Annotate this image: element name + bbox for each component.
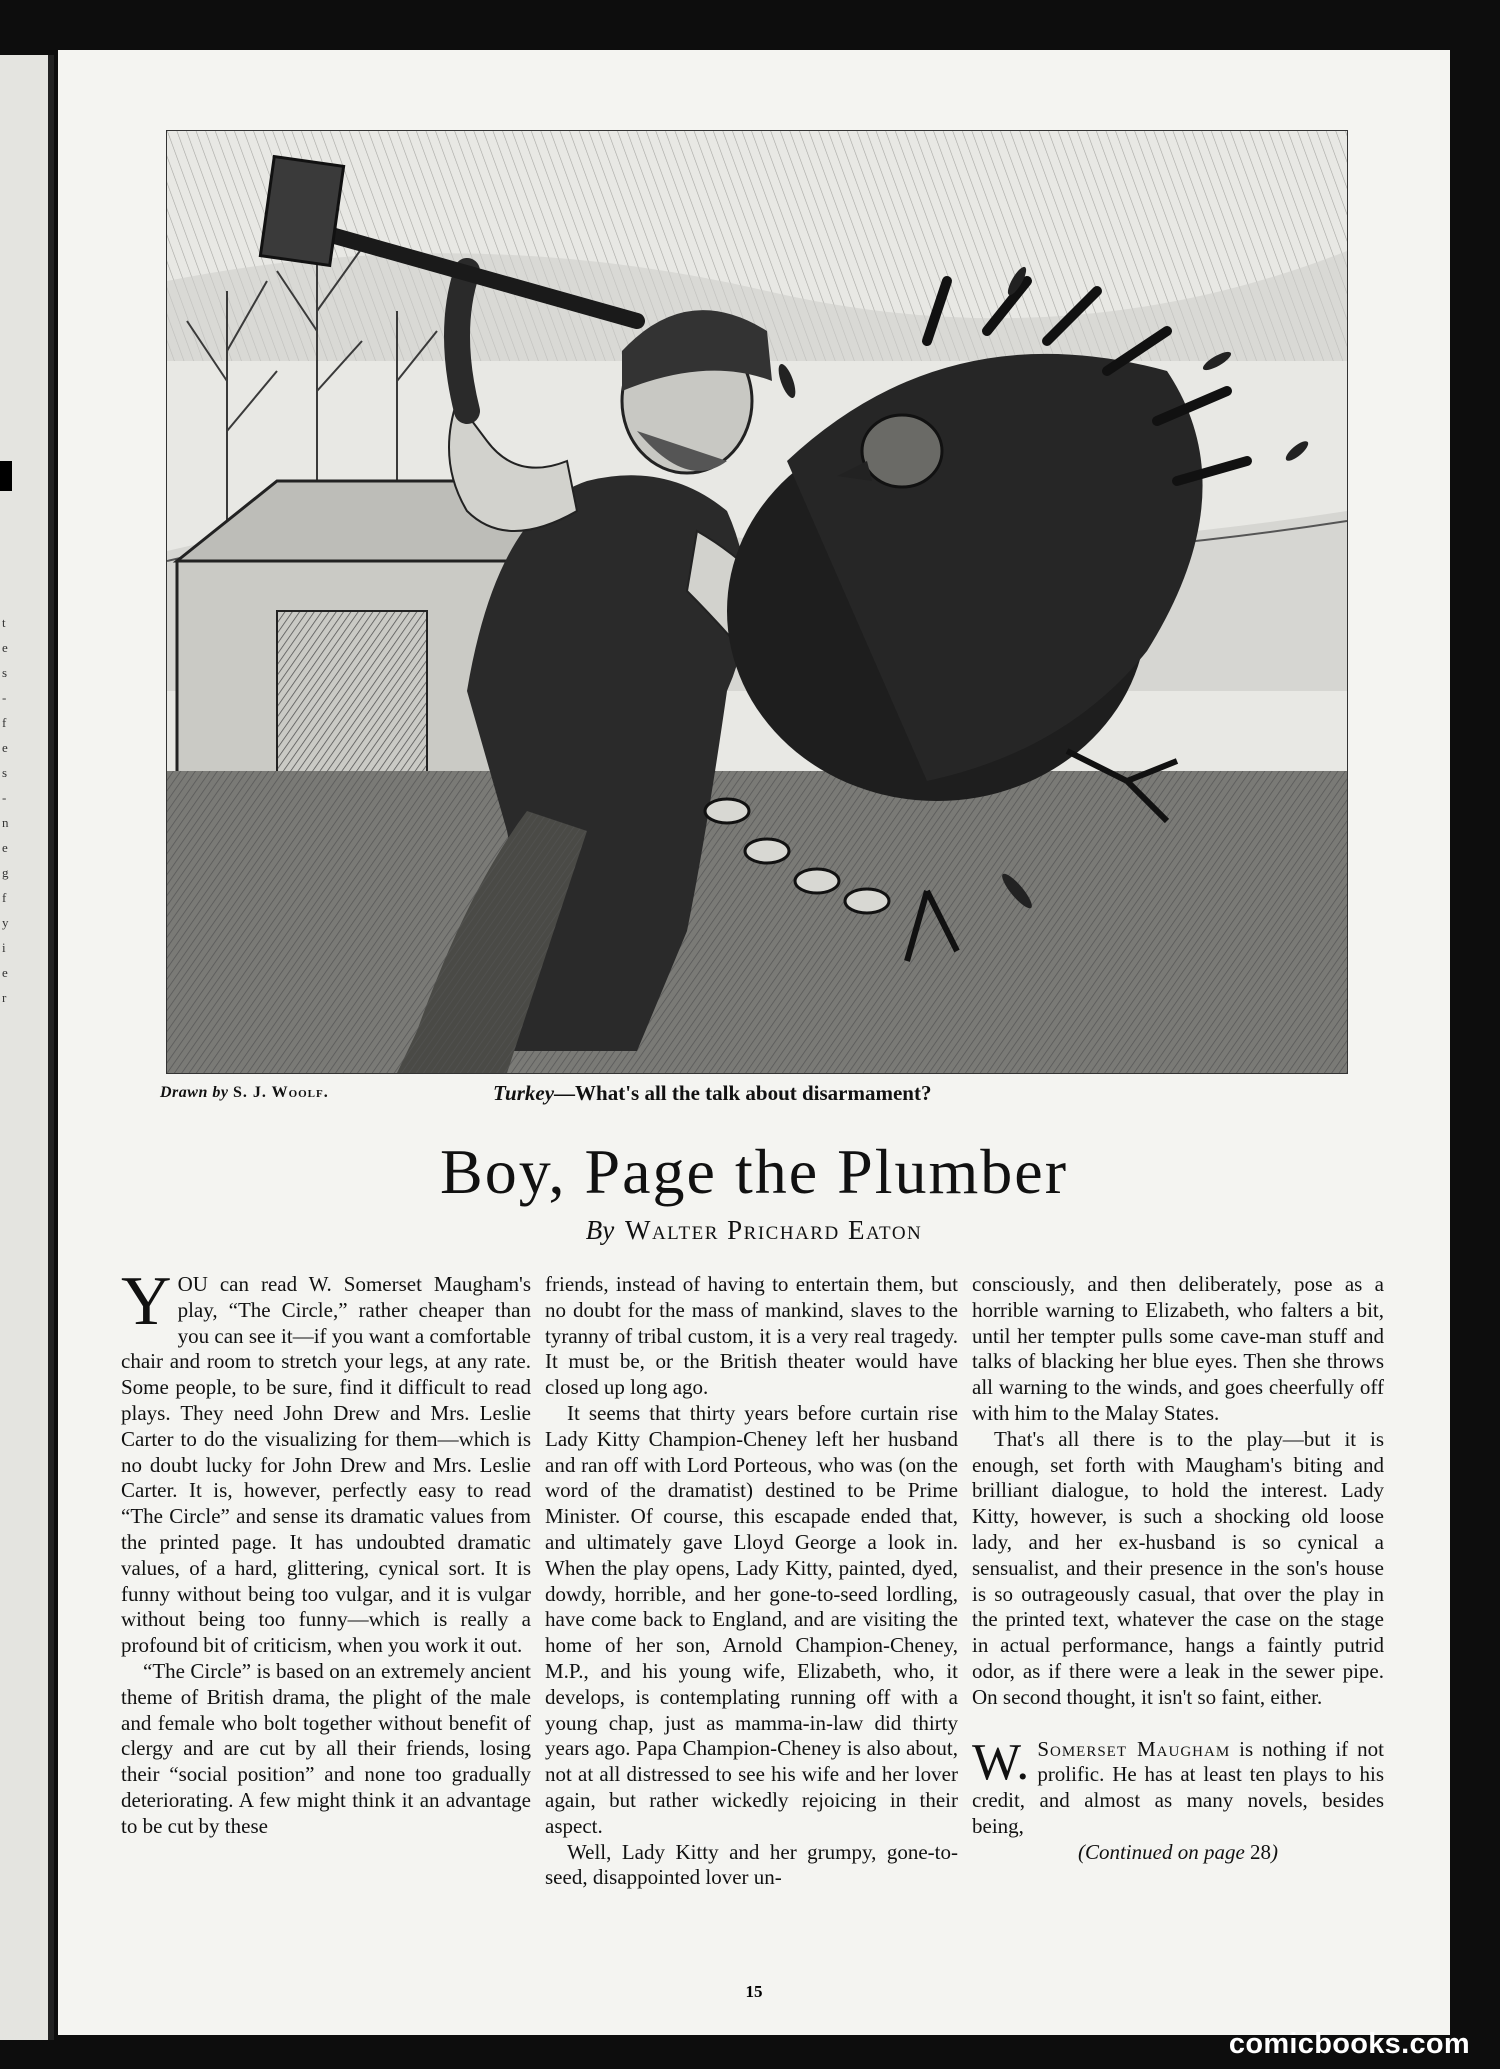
facing-page-fragment: n	[2, 815, 9, 830]
continued-open-paren: (	[1077, 1839, 1085, 1864]
credit-prefix: Drawn by	[160, 1084, 229, 1101]
registration-mark	[0, 461, 12, 491]
page-number: 15	[745, 1982, 763, 2001]
facing-page-fragment: e	[2, 740, 8, 755]
facing-page-fragment: y	[2, 915, 9, 930]
paragraph-text: is nothing if not prolific. He has at least ten plays to his credit, and almost as many novels, besides being,	[972, 1736, 1384, 1838]
continued-page-number: 28	[1250, 1839, 1272, 1864]
facing-page-fragment: r	[2, 990, 7, 1005]
byline-prefix: By	[585, 1215, 615, 1245]
paragraph: “The Circle” is based on an extremely ancient theme of British drama, the plight of the male and female who bolt together without benefit of clergy and are cut by all their friends, losing their “social position” and none too gradually deteriorating. A few might think it an advantage to be cut by these	[121, 1658, 531, 1838]
facing-page-fragment: e	[2, 640, 8, 655]
facing-page-fragment: e	[2, 965, 8, 980]
facing-page-fragment: e	[2, 840, 8, 855]
continued-close-paren: )	[1271, 1839, 1279, 1864]
facing-page-fragment: f	[2, 715, 7, 730]
facing-page-text-fragments	[2, 610, 12, 1010]
continued-text: Continued on page	[1084, 1839, 1245, 1864]
facing-page-fragment: f	[2, 890, 7, 905]
paragraph-text: OU can read W. Somerset Maugham's play, “The Circle,” rather cheaper than you can see it—if you want a comfortable chair and room to stretch your legs, at any rate. Some people, to be sure, find it difficult to read plays. They need John Drew and Mrs. Leslie Carter to do the visualizing for them—which is no doubt lucky for John Drew and Mrs. Leslie Carter. It is, however, perfectly easy to read “The Circle” and sense its dramatic values from the printed page. It has undoubted dramatic values, of a hard, glittering, cynical sort. It is funny without being too vulgar, and it is vulgar without being too funny—which is really a profound bit of criticism, when you work it out.	[121, 1272, 531, 1658]
magazine-page	[58, 50, 1450, 2035]
article-column-2	[545, 1272, 958, 1891]
article-title: Boy, Page the Plumber	[440, 1136, 1068, 1207]
credit-artist-name: S. J. Woolf.	[232, 1084, 329, 1101]
caption-text: —What's all the talk about disarmament?	[554, 1081, 932, 1105]
facing-page-fragment: s	[2, 665, 8, 680]
paragraph: friends, instead of having to entertain them, but no doubt for the mass of mankind, slaves to the tyranny of tribal custom, it is a very real tragedy. It must be, or the British theater would have closed up long ago.	[545, 1272, 958, 1400]
paragraph	[972, 1733, 1384, 1840]
byline-author: Walter Prichard Eaton	[624, 1215, 923, 1245]
caption-label: Turkey	[493, 1081, 555, 1105]
drop-cap: W.	[972, 1733, 1030, 1791]
article-column-3	[972, 1272, 1384, 1866]
article-column-1	[121, 1263, 531, 1840]
facing-page-fragment: i	[2, 940, 6, 955]
paragraph: Well, Lady Kitty and her grumpy, gone-to-seed, disappointed lover un-	[545, 1839, 958, 1890]
paragraph	[121, 1263, 531, 1659]
facing-page-edge	[0, 55, 54, 2040]
facing-page-fragment: s	[2, 765, 8, 780]
illustration-man-chasing-turkey	[166, 130, 1348, 1074]
article-byline	[58, 1215, 1450, 1246]
drop-cap: Y	[121, 1263, 172, 1340]
lead-in-name: Somerset Maugham	[1037, 1736, 1231, 1761]
facing-page-fragment: -	[2, 790, 7, 805]
facing-page-fragment: g	[2, 865, 9, 880]
facing-page-fragment: -	[2, 690, 7, 705]
section-break	[972, 1711, 1384, 1737]
facing-page-fragment: t	[2, 615, 6, 630]
paragraph: consciously, and then deliberately, pose as a horrible warning to Elizabeth, who falters a bit, until her tempter pulls some cave-man stuff and talks of blacking her blue eyes. Then she throws all warning to the winds, and goes cheerfully off with him to the Malay States.	[972, 1272, 1384, 1425]
paragraph: That's all there is to the play—but it is enough, set forth with Maugham's biting and brilliant dialogue, to hold the interest. Lady Kitty, however, is such a shocking old loose lady, and her ex-husband is so cynical a sensualist, and their presence in the son's house is so outrageously casual, that over the play in the printed text, whatever the case on the stage in actual performance, hangs a faintly putrid odor, as if there were a leak in the sewer pipe. On second thought, it isn't so faint, either.	[972, 1426, 1384, 1709]
illustration-caption	[493, 1081, 931, 1106]
paragraph: It seems that thirty years before curtain rise Lady Kitty Champion-Cheney left her husband and ran off with Lord Porteous, who was (on the word of the dramatist) destined to be Prime Minister. Of course, this escapade ended that, and ultimately gave Lloyd George a look in. When the play opens, Lady Kitty, painted, dyed, dowdy, horrible, and her gone-to-seed lordling, have come back to England, and are visiting the home of her son, Arnold Champion-Cheney, M.P., and his young wife, Elizabeth, who, it develops, is contemplating running off with a young chap, just as mamma-in-law did thirty years ago. Papa Champion-Cheney is also about, not at all distressed to see his wife and her lover again, but rather wickedly rejoicing in their aspect.	[545, 1400, 958, 1838]
illustration-credit	[160, 1084, 329, 1102]
watermark: comicbooks.com	[1228, 2028, 1470, 2060]
sketch-drawing	[167, 131, 1347, 1073]
continued-notice	[972, 1840, 1384, 1866]
